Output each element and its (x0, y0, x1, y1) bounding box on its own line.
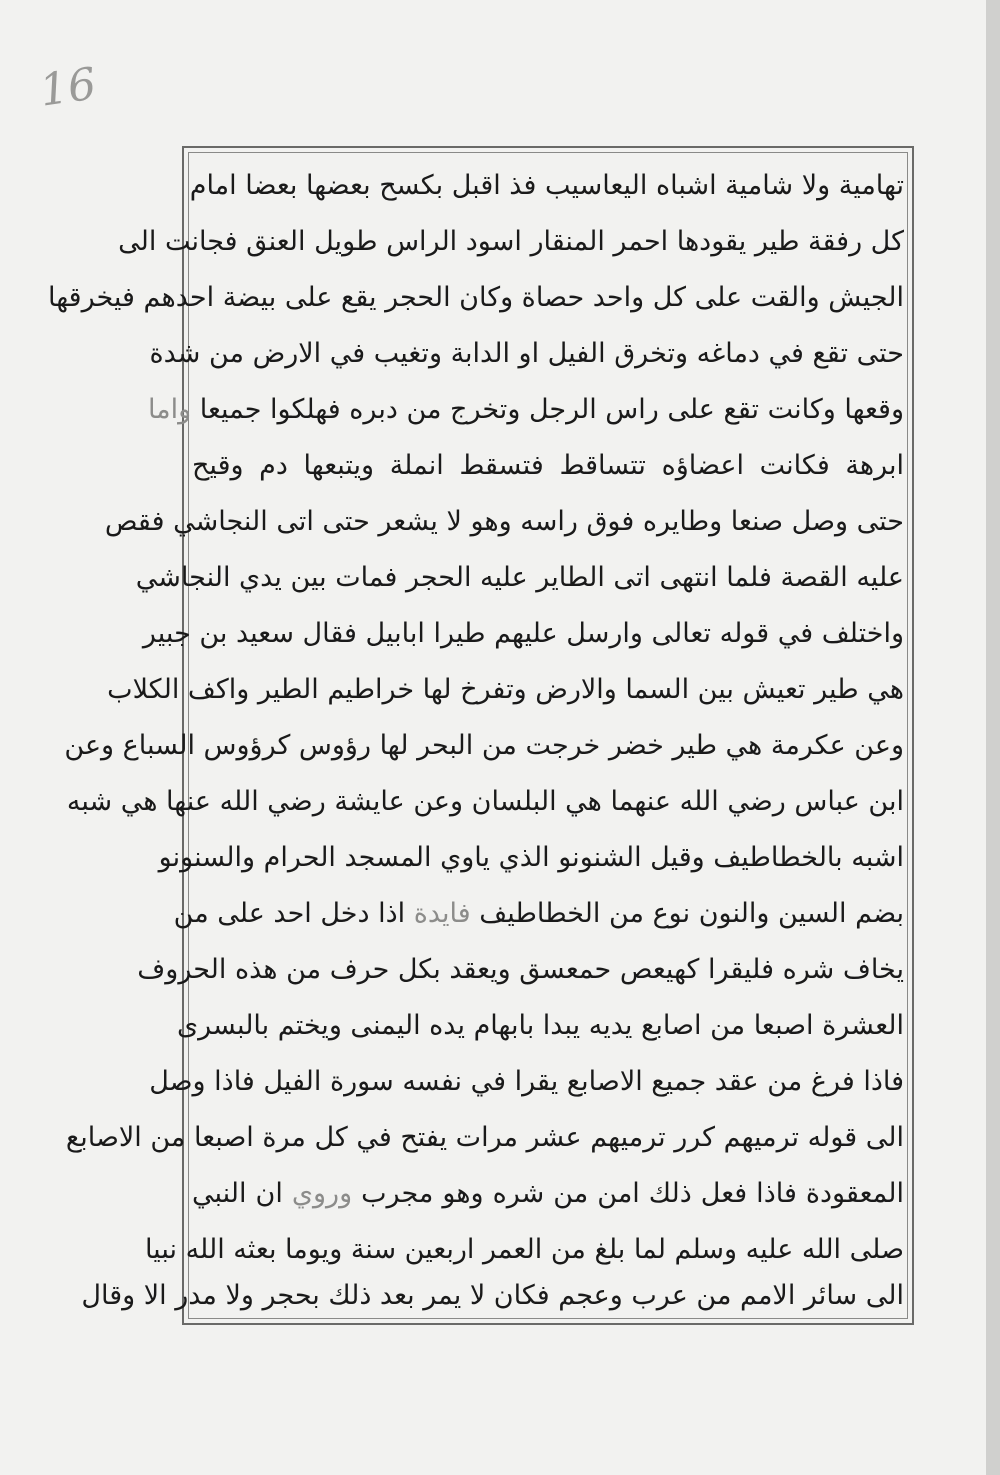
text-line: يخاف شره فليقرا كهيعص حمعسق ويعقد بكل حرف من هذه الحروف (137, 954, 904, 985)
text-line: المعقودة فاذا فعل ذلك امن من شره وهو مجرب وروي ان النبي (192, 1178, 904, 1209)
text-line: حتى تقع في دماغه وتخرق الفيل او الدابة وتغيب في الارض من شدة (149, 338, 904, 369)
text-line: ابرهة فكانت اعضاؤه تتساقط فتسقط انملة ويتبعها دم وقيح (192, 450, 904, 481)
text-line: كل رفقة طير يقودها احمر المنقار اسود الراس طويل العنق فجانت الى (118, 226, 904, 257)
text-line: بضم السين والنون نوع من الخطاطيف فايدة اذا دخل احد على من (173, 898, 904, 929)
page-edge (986, 0, 1000, 1475)
text-block (48, 158, 904, 1318)
text-line: وعن عكرمة هي طير خضر خرجت من البحر لها رؤوس كرؤوس السباع وعن (64, 730, 904, 761)
text-line: الى قوله ترميهم كرر ترميهم عشر مرات يفتح في كل مرة اصبعا من الاصابع (65, 1122, 904, 1153)
text-line: صلى الله عليه وسلم لما بلغ من العمر اربعين سنة ويوما بعثه الله نبيا (144, 1234, 904, 1265)
text-line: فاذا فرغ من عقد جميع الاصابع يقرا في نفسه سورة الفيل فاذا وصل (149, 1066, 904, 1097)
text-line: عليه القصة فلما انتهى اتى الطاير عليه الحجر فمات بين يدي النجاشي (135, 562, 904, 593)
rubric-word: فايدة (413, 898, 471, 929)
text-line: العشرة اصبعا من اصابع يديه يبدا بابهام يده اليمنى ويختم بالبسرى (176, 1010, 904, 1041)
folio-number: 16 (36, 58, 100, 117)
text-line: الى سائر الامم من عرب وعجم فكان لا يمر بعد ذلك بحجر ولا مدر الا وقال (81, 1280, 904, 1311)
text-line: الجيش والقت على كل واحد حصاة وكان الحجر يقع على بيضة احدهم فيخرقها (48, 282, 904, 313)
text-line: تهامية ولا شامية اشباه اليعاسيب فذ اقبل بكسح بعضها بعضا امام (189, 170, 904, 201)
rubric-word: وروي (291, 1178, 353, 1209)
rubric-word: واما (147, 394, 192, 425)
text-line: هي طير تعيش بين السما والارض وتفرخ لها خراطيم الطير واكف الكلاب (107, 674, 904, 705)
text-line: اشبه بالخطاطيف وقيل الشنونو الذي ياوي المسجد الحرام والسنونو (158, 842, 904, 873)
text-line: حتى وصل صنعا وطايره فوق راسه وهو لا يشعر حتى اتى النجاشي فقص (104, 506, 904, 537)
text-line: واختلف في قوله تعالى وارسل عليهم طيرا ابابيل فقال سعيد بن جبير (142, 618, 904, 649)
text-line: وقعها وكانت تقع على راس الرجل وتخرج من دبره فهلكوا جميعا واما (147, 394, 904, 425)
text-line: ابن عباس رضي الله عنهما هي البلسان وعن عايشة رضي الله عنها هي شبه (66, 786, 904, 817)
